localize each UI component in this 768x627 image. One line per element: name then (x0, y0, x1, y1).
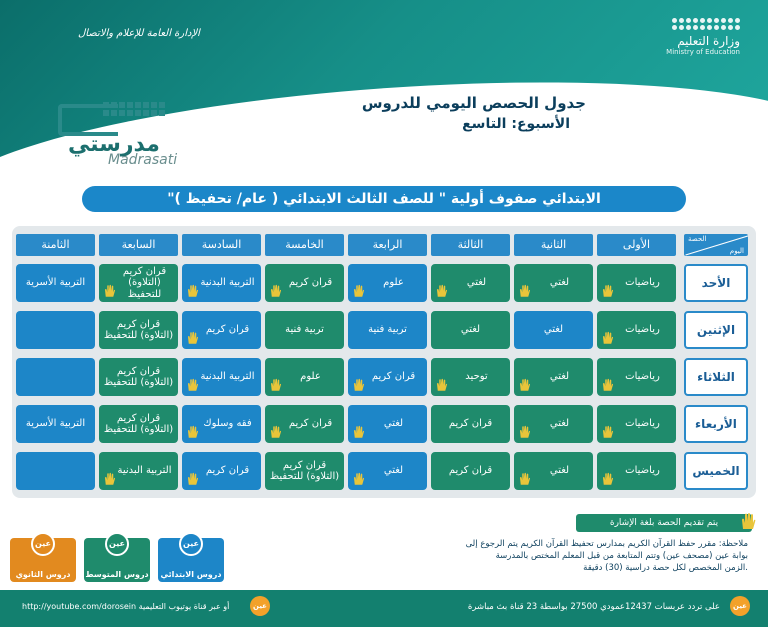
lesson-subject: التربية البدنية (200, 371, 255, 383)
lesson-cell (99, 405, 178, 443)
youtube-link[interactable]: http://youtube.com/dorosein أو عبر قناة يوتيوب التعليمية (22, 602, 230, 611)
ein-footer-icon: عين (730, 596, 750, 616)
lesson-subject: تربية فنية (368, 324, 407, 336)
ein-youtube-icon: عين (250, 596, 270, 616)
day-label: الإثنين (684, 311, 748, 349)
admin-calligraphy: الإدارة العامة للإعلام والاتصال (78, 28, 200, 39)
sign-language-hand-icon (268, 284, 283, 299)
table-corner (684, 234, 748, 256)
sign-language-hand-icon (351, 425, 366, 440)
ein-logo-icon: عين (179, 532, 203, 556)
sign-language-hand-icon (185, 425, 200, 440)
sign-language-hand-icon (600, 378, 615, 393)
day-label: الأربعاء (684, 405, 748, 443)
lesson-cell (99, 452, 178, 490)
footer (0, 590, 768, 627)
sign-language-hand-icon (517, 378, 532, 393)
sign-language-hand-icon (185, 331, 200, 346)
sign-language-hand-icon (185, 284, 200, 299)
lesson-subject: قران كريم (التلاوة) للتحفيظ (103, 412, 174, 435)
lesson-cell (182, 405, 261, 443)
sign-language-hand-icon (434, 284, 449, 299)
sign-language-hand-icon (517, 472, 532, 487)
lesson-subject: لغتي (549, 465, 570, 477)
sign-language-hand-icon (185, 378, 200, 393)
lesson-subject: رياضيات (625, 465, 660, 477)
sign-language-hand-icon (600, 472, 615, 487)
week-label: الأسبوع: التاسع (462, 116, 570, 132)
lesson-cell (597, 405, 676, 443)
lesson-subject: قران كريم (288, 418, 333, 430)
brand-en: Madrasati (108, 152, 178, 168)
note-line-2: بوابة عين (مصحف عين) وتتم المتابعة من قبل المعلم المختص بالمدرسة (495, 551, 748, 561)
lesson-cell (265, 452, 344, 490)
sign-language-hand-icon (517, 284, 532, 299)
sign-language-hand-icon (600, 425, 615, 440)
note-line-3: الزمن المخصص لكل حصة دراسية (30) دقيقة. (583, 563, 748, 573)
channel-intermediate-label: دروس المتوسط (85, 570, 149, 579)
lesson-subject: قران كريم (371, 371, 416, 383)
lesson-subject: توحيد (465, 371, 488, 383)
channel-primary-label: دروس الابتدائي (160, 570, 222, 579)
lesson-cell (597, 452, 676, 490)
lesson-subject: لغتي (549, 418, 570, 430)
lesson-cell (514, 311, 593, 349)
lesson-cell (348, 311, 427, 349)
schedule-table (12, 226, 756, 498)
pixels-icon (103, 102, 165, 116)
ein-logo-icon: عين (105, 532, 129, 556)
lesson-cell (182, 264, 261, 302)
ministry-logo (630, 18, 740, 78)
sign-language-hand-icon (600, 331, 615, 346)
sign-language-hand-icon (351, 284, 366, 299)
lesson-cell (514, 264, 593, 302)
lesson-cell (431, 264, 510, 302)
sign-language-hand-icon (351, 378, 366, 393)
sign-language-hand-icon (268, 378, 283, 393)
lesson-subject: قران كريم (448, 465, 493, 477)
sign-language-hand-icon (268, 425, 283, 440)
lesson-subject: رياضيات (625, 371, 660, 383)
ministry-name-en: Ministry of Education (666, 48, 740, 56)
lesson-cell (99, 264, 178, 302)
lesson-subject: قران كريم (التلاوة) للتحفيظ (103, 365, 174, 388)
sign-language-hand-icon (185, 472, 200, 487)
lesson-cell (182, 358, 261, 396)
lesson-subject: قران كريم (288, 277, 333, 289)
empty-lesson-cell (16, 311, 95, 349)
period-header: الثانية (514, 234, 593, 256)
lesson-subject: لغتي (549, 371, 570, 383)
lesson-cell (99, 358, 178, 396)
lesson-subject: قران كريم (205, 465, 250, 477)
lesson-subject: التربية الأسرية (25, 418, 86, 430)
lesson-subject: لغتي (543, 324, 564, 336)
lesson-cell (182, 311, 261, 349)
sign-language-hand-icon (517, 425, 532, 440)
corner-day-label: اليوم (729, 247, 744, 255)
period-header: الثالثة (431, 234, 510, 256)
madrasati-logo (48, 100, 198, 175)
lesson-subject: التربية الأسرية (25, 277, 86, 289)
lesson-subject: قران كريم (448, 418, 493, 430)
lesson-subject: رياضيات (625, 277, 660, 289)
period-header: الخامسة (265, 234, 344, 256)
lesson-cell (265, 264, 344, 302)
lesson-subject: لغتي (466, 277, 487, 289)
sign-language-hand-icon (351, 472, 366, 487)
lesson-subject: فقه وسلوك (203, 418, 252, 430)
brand-ar: مدرستي (68, 132, 160, 157)
day-label: الأحد (684, 264, 748, 302)
lesson-cell (265, 311, 344, 349)
lesson-subject: قران كريم (التلاوة) للتحفيظ (122, 265, 167, 300)
lesson-subject: التربية البدنية (200, 277, 255, 289)
lesson-cell (265, 405, 344, 443)
lesson-subject: لغتي (460, 324, 481, 336)
period-header: الثامنة (16, 234, 95, 256)
lesson-cell (99, 311, 178, 349)
lesson-subject: قران كريم (205, 324, 250, 336)
sign-language-hand-icon (102, 472, 117, 487)
period-header: الرابعة (348, 234, 427, 256)
lesson-cell (265, 358, 344, 396)
channel-primary[interactable] (158, 538, 224, 582)
sign-language-legend: يتم تقديم الحصة بلغة الإشارة (576, 514, 752, 532)
lesson-subject: رياضيات (625, 418, 660, 430)
sign-language-hand-icon (434, 378, 449, 393)
lesson-subject: تربية فنية (285, 324, 324, 336)
lesson-cell (431, 311, 510, 349)
notes (408, 538, 748, 574)
lesson-cell (514, 452, 593, 490)
ein-logo-icon: عين (31, 532, 55, 556)
lesson-subject: قران كريم (التلاوة) للتحفيظ (269, 459, 340, 482)
channel-intermediate[interactable] (84, 538, 150, 582)
sign-language-hand-icon (738, 512, 758, 532)
lesson-cell (16, 405, 95, 443)
lesson-subject: علوم (300, 371, 321, 383)
lesson-subject: لغتي (383, 418, 404, 430)
channel-secondary[interactable] (10, 538, 76, 582)
lesson-cell (597, 264, 676, 302)
lesson-cell (431, 452, 510, 490)
lesson-cell (348, 405, 427, 443)
class-banner: "الابتدائي صفوف أولية " للصف الثالث الابتدائي ( عام/ تحفيظ ) (82, 186, 686, 212)
lesson-cell (182, 452, 261, 490)
period-header: الأولى (597, 234, 676, 256)
lesson-cell (597, 311, 676, 349)
sign-language-hand-icon (600, 284, 615, 299)
ministry-name-ar: وزارة التعليم (677, 34, 740, 48)
ministry-dots-icon (670, 18, 740, 30)
lesson-cell (348, 358, 427, 396)
note-line-1: ملاحظة: مقرر حفظ القرآن الكريم بمدارس تحفيظ القرآن الكريم يتم الرجوع إلى (465, 539, 748, 549)
lesson-subject: لغتي (549, 277, 570, 289)
lesson-subject: قران كريم (التلاوة) للتحفيظ (103, 318, 174, 341)
lesson-cell (514, 405, 593, 443)
lesson-subject: علوم (383, 277, 404, 289)
lesson-cell (514, 358, 593, 396)
lesson-cell (597, 358, 676, 396)
lesson-subject: رياضيات (625, 324, 660, 336)
day-label: الثلاثاء (684, 358, 748, 396)
lesson-subject: لغتي (383, 465, 404, 477)
lesson-subject: التربية البدنية (117, 465, 172, 477)
lesson-cell (16, 264, 95, 302)
period-header: السابعة (99, 234, 178, 256)
lesson-cell (348, 264, 427, 302)
lesson-cell (348, 452, 427, 490)
channel-secondary-label: دروس الثانوي (15, 570, 71, 579)
satellite-info: على تردد عربسات 12437عمودي 27500 بواسطة 23 قناة بث مباشرة (467, 602, 720, 612)
day-label: الخميس (684, 452, 748, 490)
corner-period-label: الحصة (688, 235, 707, 243)
empty-lesson-cell (16, 452, 95, 490)
empty-lesson-cell (16, 358, 95, 396)
lesson-cell (431, 405, 510, 443)
schedule-title (362, 94, 586, 132)
period-header: السادسة (182, 234, 261, 256)
page-title: جدول الحصص اليومي للدروس (361, 94, 586, 112)
lesson-cell (431, 358, 510, 396)
